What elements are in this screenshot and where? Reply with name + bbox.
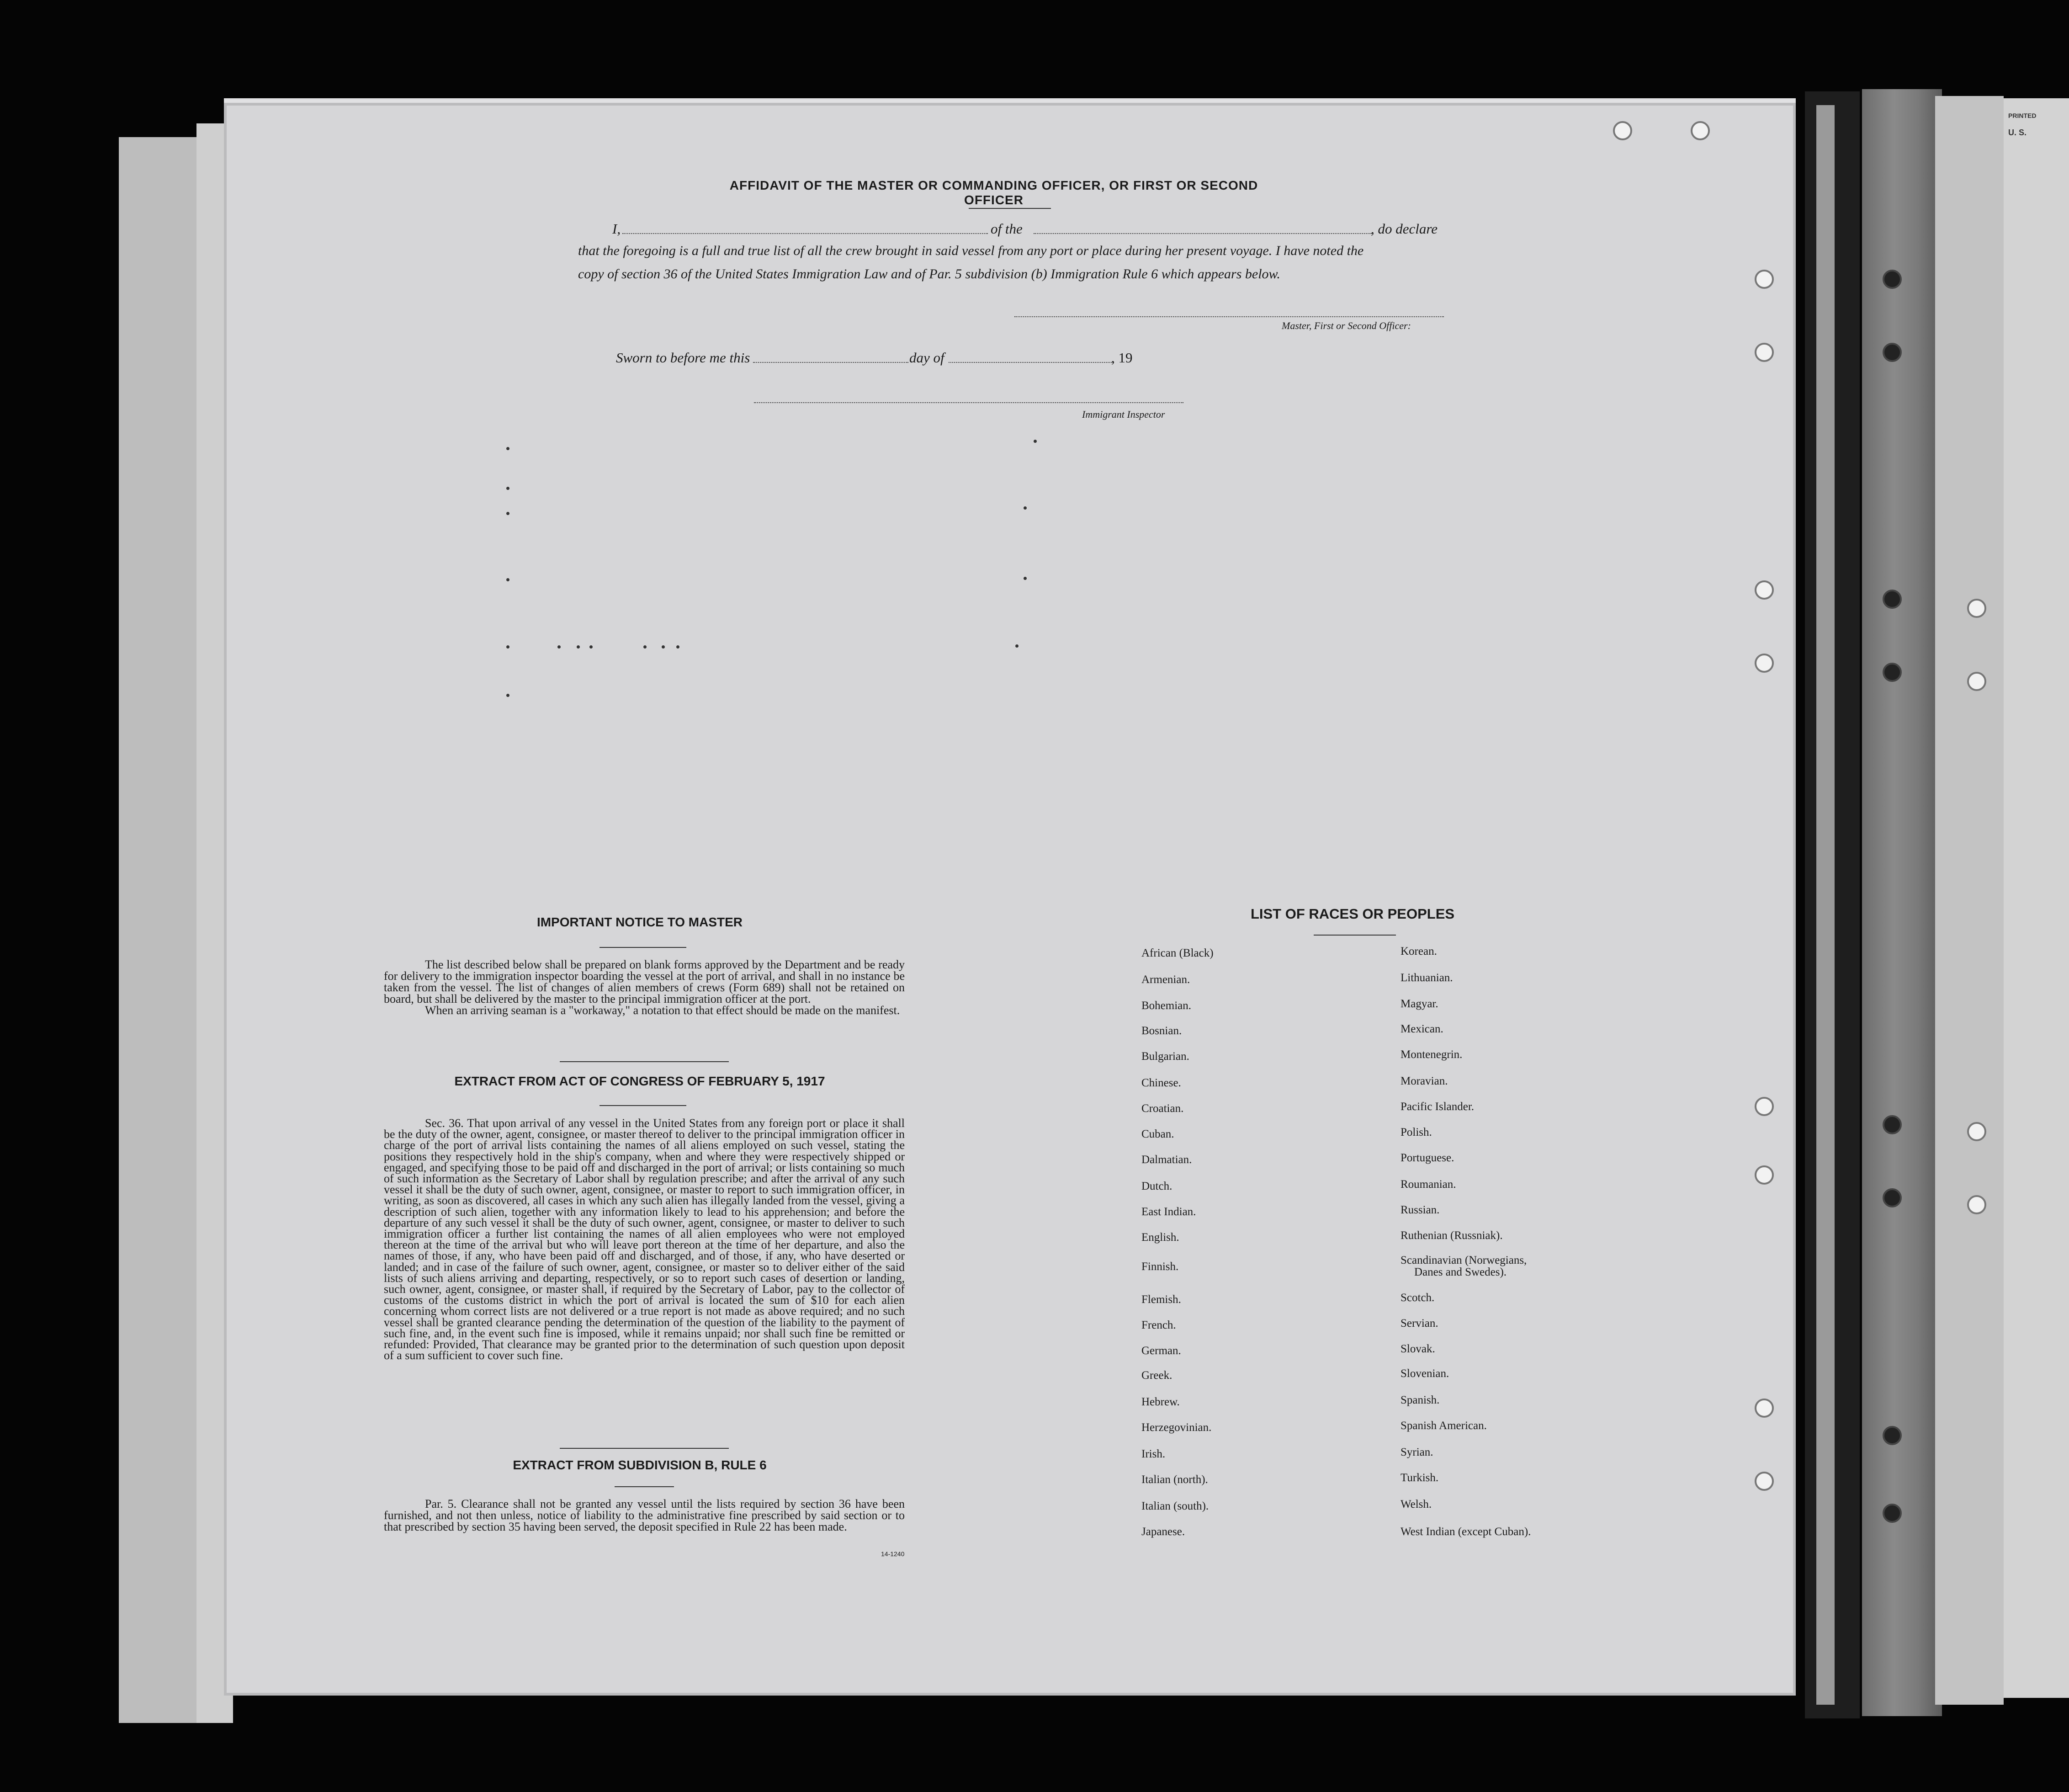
stray-mark: [1034, 440, 1037, 443]
edge-printed-text: PRINTED: [2008, 112, 2037, 119]
race-item: Montenegrin.: [1401, 1048, 1463, 1061]
punch-hole: [1755, 1165, 1774, 1185]
adjacent-page: [1935, 96, 2004, 1705]
sworn-year: , 19: [1111, 350, 1133, 366]
punch-hole: [1755, 343, 1774, 362]
extract-act-body: [384, 1118, 905, 1361]
extract-act-divider: [599, 1105, 686, 1106]
race-item: German.: [1141, 1345, 1181, 1357]
punch-hole: [1613, 121, 1632, 140]
race-item: Lithuanian.: [1401, 972, 1453, 984]
section-divider: [560, 1448, 729, 1449]
par-5-text: Par. 5. Clearance shall not be granted any vessel until the lists required by section 36 have been furnished, and not then unless, notice of liability to the administrative fine prescribed by said section or to that prescribed by section 35 having been served, the deposit specified in Rule 22 has been made.: [384, 1497, 905, 1533]
race-item: Greek.: [1141, 1369, 1172, 1382]
race-item: West Indian (except Cuban).: [1401, 1526, 1531, 1538]
race-item: Portuguese.: [1401, 1152, 1454, 1164]
binding-hole: [1883, 1188, 1902, 1207]
race-item: Italian (north).: [1141, 1473, 1208, 1486]
race-item: Spanish American.: [1401, 1420, 1487, 1432]
race-item: Roumanian.: [1401, 1178, 1456, 1191]
punch-hole: [1755, 270, 1774, 289]
binding-strip: [1862, 89, 1942, 1716]
signature-blank: [1014, 316, 1444, 317]
affidavit-of-the: of the: [991, 221, 1023, 237]
race-item: Italian (south).: [1141, 1500, 1209, 1512]
race-item: African (Black): [1141, 947, 1214, 959]
race-item: Syrian.: [1401, 1446, 1433, 1458]
binding-hole: [1883, 1504, 1902, 1523]
notice-paragraph-2: When an arriving seaman is a "workaway," a notation to that effect should be made on the manifest.: [425, 1004, 900, 1017]
section-36-text: Sec. 36. That upon arrival of any vessel in the United States from any foreign port or place it shall be the duty of the owner, agent, consignee, or master thereof to deliver to the principal immigration officer in charge of the port of arrival lists containing the names of all aliens employed on such vessel, stating the positions they respectively hold in the ship's company, when and where they were respectively shipped or engaged, and specifying those to be paid off and discharged in the port of arrival; or lists containing so much of such information as the Secretary of Labor shall by regulation prescribe; and after the arrival of any such vessel it shall be the duty of such owner, agent, consignee, or master to report to such immigration officer, in writing, as soon as discovered, all cases in which any such alien has illegally landed from the vessel, giving a description of such alien, together with any information likely to lead to his apprehension; and before the departure of any such vessel it shall be the duty of such owner, agent, consignee, or master to deliver to such immigration officer a further list containing the names of all alien employees who were not employed thereon at the time of the arrival but who will leave port thereon at the time of her departure, and also the names of those, if any, who have been paid off and discharged, and of those, if any, who have deserted or landed; and in case of the failure of such owner, agent, consignee, or master so to deliver either of the said lists of such aliens arriving and departing, respectively, or so to report such cases of desertion or landing, such owner, agent, consignee, or master shall, if required by the Secretary of Labor, pay to the collector of customs of the customs district in which the port of arrival is located the sum of $10 for each alien concerning whom correct lists are not delivered or a true report is not made as above required; and no such vessel shall be granted clearance pending the determination of the question of the liability to the payment of such fine, and, in the event such fine is imposed, while it remains unpaid; nor shall such fine be remitted or refunded: Provided, That clearance may be granted prior to the determination of such question upon deposit of a sum sufficient to cover such fine.: [384, 1117, 905, 1362]
extract-rule-body: [384, 1498, 905, 1532]
notice-body: [384, 959, 905, 1016]
notice-title: IMPORTANT NOTICE TO MASTER: [536, 915, 743, 929]
extract-rule-divider: [615, 1486, 674, 1487]
race-item: Bohemian.: [1141, 1000, 1192, 1012]
inspector-blank: [754, 402, 1183, 403]
adjacent-punch-hole: [1967, 1195, 1986, 1214]
race-item: East Indian.: [1141, 1206, 1196, 1218]
race-item: Flemish.: [1141, 1293, 1181, 1306]
edge-us-text: U. S.: [2008, 128, 2027, 137]
race-item: Cuban.: [1141, 1128, 1174, 1140]
affidavit-title: AFFIDAVIT OF THE MASTER OR COMMANDING OFFICER, OR FIRST OR SECOND OFFICER: [729, 178, 1258, 207]
race-item: Russian.: [1401, 1204, 1440, 1216]
name-blank: [622, 233, 988, 234]
affidavit-line-2: that the foregoing is a full and true list of all the crew brought in said vessel from any port or place during her present voyage. I have noted the: [578, 243, 1364, 258]
binding-hole: [1883, 590, 1902, 609]
race-item: Scotch.: [1401, 1292, 1435, 1304]
binding-hole: [1883, 1426, 1902, 1445]
race-item: Slovak.: [1401, 1343, 1435, 1355]
adjacent-punch-hole: [1967, 672, 1986, 691]
document-page: [224, 103, 1796, 1696]
race-item: Scandinavian (Norwegians,: [1401, 1254, 1527, 1266]
race-item: Magyar.: [1401, 998, 1438, 1010]
race-item: French.: [1141, 1319, 1176, 1331]
stray-mark: [643, 645, 647, 649]
stray-mark: [506, 578, 509, 581]
races-divider: [1314, 935, 1396, 936]
page-edge: [1816, 105, 1835, 1705]
title-divider: [969, 208, 1051, 209]
adjacent-punch-hole: [1967, 599, 1986, 618]
stray-mark: [577, 645, 580, 649]
vessel-blank: [1034, 233, 1372, 234]
race-item: Slovenian.: [1401, 1367, 1449, 1380]
form-number: 14-1240: [881, 1550, 905, 1558]
stray-mark: [506, 512, 509, 515]
race-item: Irish.: [1141, 1448, 1166, 1460]
inspector-label: Immigrant Inspector: [1082, 409, 1165, 420]
sworn-day-blank: [753, 362, 908, 363]
race-item: Mexican.: [1401, 1023, 1443, 1035]
binding-hole: [1883, 270, 1902, 289]
punch-hole: [1755, 654, 1774, 673]
race-item: Spanish.: [1401, 1394, 1440, 1406]
race-item: Bulgarian.: [1141, 1050, 1189, 1063]
race-item: Moravian.: [1401, 1075, 1448, 1087]
extract-rule-title: EXTRACT FROM SUBDIVISION B, RULE 6: [513, 1458, 767, 1472]
race-item: Pacific Islander.: [1401, 1101, 1475, 1113]
adjacent-page-edge: [2004, 98, 2069, 1698]
race-item: Korean.: [1401, 945, 1437, 957]
race-item: Hebrew.: [1141, 1396, 1180, 1408]
stray-mark: [1024, 506, 1027, 510]
notice-divider: [599, 947, 686, 948]
race-item: Danes and Swedes).: [1414, 1266, 1507, 1278]
binding-hole: [1883, 343, 1902, 362]
race-item: Croatian.: [1141, 1102, 1184, 1115]
affidavit-i: I,: [612, 221, 621, 237]
sworn-prefix: Sworn to before me this: [616, 350, 750, 366]
stray-mark: [676, 645, 679, 649]
stray-mark: [1015, 644, 1019, 648]
binding-hole: [1883, 1115, 1902, 1134]
signature-label: Master, First or Second Officer:: [1282, 320, 1411, 331]
race-item: Herzegovinian.: [1141, 1421, 1212, 1434]
race-item: Servian.: [1401, 1317, 1438, 1329]
race-item: Japanese.: [1141, 1526, 1185, 1538]
punch-hole: [1755, 580, 1774, 600]
race-item: Dutch.: [1141, 1180, 1172, 1192]
section-divider: [560, 1061, 729, 1062]
race-item: Polish.: [1401, 1126, 1432, 1138]
stray-mark: [589, 645, 593, 649]
stray-mark: [662, 645, 665, 649]
stray-mark: [1024, 577, 1027, 580]
punch-hole: [1755, 1399, 1774, 1418]
stray-mark: [506, 645, 509, 649]
affidavit-line-3: copy of section 36 of the United States Immigration Law and of Par. 5 subdivision (b) Immigration Rule 6 which appears below.: [578, 266, 1280, 282]
sworn-month-blank: [949, 362, 1114, 363]
race-item: Welsh.: [1401, 1498, 1432, 1510]
race-item: Armenian.: [1141, 973, 1190, 986]
race-item: Bosnian.: [1141, 1025, 1182, 1037]
notice-paragraph-1: The list described below shall be prepared on blank forms approved by the Department and be ready for delivery to the immigration inspector boarding the vessel at the port of arrival, and shall in no instance be taken from the vessel. The list of changes of alien members of crews (Form 689) shall not be retained on board, but shall be delivered by the master to the principal immigration officer at the port.: [384, 958, 905, 1005]
punch-hole: [1755, 1472, 1774, 1491]
races-title: LIST OF RACES OR PEOPLES: [1250, 906, 1455, 922]
stray-mark: [557, 645, 561, 649]
stray-mark: [506, 487, 509, 490]
race-item: Ruthenian (Russniak).: [1401, 1229, 1503, 1242]
race-item: Dalmatian.: [1141, 1154, 1192, 1166]
sworn-day-of: day of: [909, 350, 944, 366]
race-item: Chinese.: [1141, 1077, 1181, 1089]
stray-mark: [506, 694, 509, 697]
stray-mark: [506, 447, 509, 450]
binding-hole: [1883, 663, 1902, 682]
extract-act-title: EXTRACT FROM ACT OF CONGRESS OF FEBRUARY 5, 1917: [454, 1074, 825, 1088]
race-item: Turkish.: [1401, 1472, 1439, 1484]
punch-hole: [1755, 1097, 1774, 1116]
affidavit-declare: , do declare: [1371, 221, 1438, 237]
race-item: Finnish.: [1141, 1260, 1179, 1273]
adjacent-punch-hole: [1967, 1122, 1986, 1141]
race-item: English.: [1141, 1231, 1179, 1244]
punch-hole: [1691, 121, 1710, 140]
